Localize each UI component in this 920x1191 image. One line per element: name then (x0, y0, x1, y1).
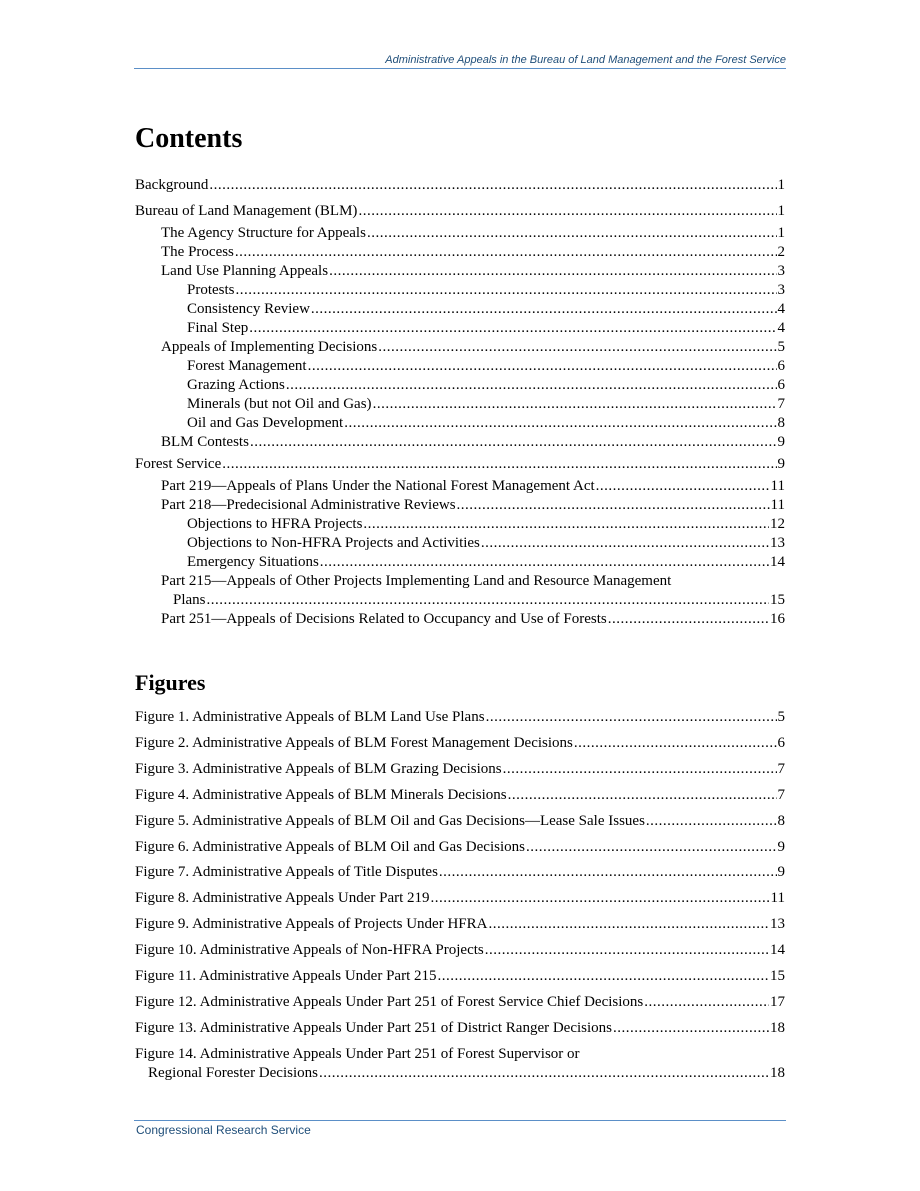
toc-entry-grazing-actions[interactable]: Grazing Actions ..... 6 (187, 377, 785, 396)
footer-divider (134, 1120, 786, 1121)
toc-entry-part-219[interactable]: Part 219—Appeals of Plans Under the National Forest Management Act ..... 11 (161, 478, 785, 497)
toc-entry-land-use-planning[interactable]: Land Use Planning Appeals ..... 3 (161, 263, 785, 282)
figure-entry-10[interactable]: Figure 10. Administrative Appeals of Non-HFRA Projects ..... 14 (135, 942, 785, 961)
figures-list (135, 709, 785, 1089)
toc-entry-process[interactable]: The Process ..... 2 (161, 244, 785, 263)
figure-entry-1[interactable]: Figure 1. Administrative Appeals of BLM Land Use Plans ..... 5 (135, 709, 785, 728)
contents-heading: Contents (135, 123, 243, 154)
toc-entry-blm-contests[interactable]: BLM Contests ..... 9 (161, 434, 785, 453)
figure-entry-6[interactable]: Figure 6. Administrative Appeals of BLM Oil and Gas Decisions ..... 9 (135, 839, 785, 858)
footer-publisher: Congressional Research Service (136, 1123, 311, 1137)
toc-entry-final-step[interactable]: Final Step ..... 4 (187, 320, 785, 339)
figure-entry-9[interactable]: Figure 9. Administrative Appeals of Projects Under HFRA ..... 13 (135, 916, 785, 935)
figure-entry-14[interactable]: Regional Forester Decisions ..... 18 (148, 1065, 785, 1084)
figure-entry-4[interactable]: Figure 4. Administrative Appeals of BLM Minerals Decisions ..... 7 (135, 787, 785, 806)
figure-entry-8[interactable]: Figure 8. Administrative Appeals Under Part 219 ..... 11 (135, 890, 785, 909)
toc-entry-minerals[interactable]: Minerals (but not Oil and Gas) ..... 7 (187, 396, 785, 415)
toc-entry-blm[interactable]: Bureau of Land Management (BLM) ..... 1 (135, 203, 785, 222)
toc-entry-part-218[interactable]: Part 218—Predecisional Administrative Reviews ..... 11 (161, 497, 785, 516)
toc-entry-part-215-line1[interactable]: Part 215—Appeals of Other Projects Implementing Land and Resource Management (161, 573, 672, 589)
figure-entry-12[interactable]: Figure 12. Administrative Appeals Under Part 251 of Forest Service Chief Decisions ..... 17 (135, 994, 785, 1013)
figure-entry-5[interactable]: Figure 5. Administrative Appeals of BLM Oil and Gas Decisions—Lease Sale Issues ..... 8 (135, 813, 785, 832)
header-divider (134, 68, 786, 69)
toc-entry-forest-service[interactable]: Forest Service ..... 9 (135, 456, 785, 475)
toc-entry-part-251[interactable]: Part 251—Appeals of Decisions Related to Occupancy and Use of Forests ..... 16 (161, 611, 785, 630)
figure-entry-2[interactable]: Figure 2. Administrative Appeals of BLM Forest Management Decisions ..... 6 (135, 735, 785, 754)
figures-heading: Figures (135, 670, 206, 695)
toc-entry-oil-gas[interactable]: Oil and Gas Development ..... 8 (187, 415, 785, 434)
figure-entry-14-line1[interactable]: Figure 14. Administrative Appeals Under Part 251 of Forest Supervisor or (135, 1046, 580, 1062)
figure-entry-3[interactable]: Figure 3. Administrative Appeals of BLM Grazing Decisions ..... 7 (135, 761, 785, 780)
figure-entry-13[interactable]: Figure 13. Administrative Appeals Under Part 251 of District Ranger Decisions ..... 18 (135, 1020, 785, 1039)
contents-list (135, 177, 785, 637)
toc-entry-hfra-objections[interactable]: Objections to HFRA Projects ..... 12 (187, 516, 785, 535)
running-header: Administrative Appeals in the Bureau of Land Management and the Forest Service (385, 54, 786, 66)
toc-entry-forest-management[interactable]: Forest Management ..... 6 (187, 358, 785, 377)
toc-entry-part-215[interactable]: Plans ..... 15 (173, 592, 785, 611)
toc-entry-consistency-review[interactable]: Consistency Review ..... 4 (187, 301, 785, 320)
toc-entry-protests[interactable]: Protests ..... 3 (187, 282, 785, 301)
figure-entry-11[interactable]: Figure 11. Administrative Appeals Under Part 215 ..... 15 (135, 968, 785, 987)
figure-entry-7[interactable]: Figure 7. Administrative Appeals of Title Disputes ..... 9 (135, 864, 785, 883)
toc-entry-implementing-decisions[interactable]: Appeals of Implementing Decisions ..... 5 (161, 339, 785, 358)
toc-entry-non-hfra-objections[interactable]: Objections to Non-HFRA Projects and Activities ..... 13 (187, 535, 785, 554)
toc-entry-emergency-situations[interactable]: Emergency Situations ..... 14 (187, 554, 785, 573)
toc-entry-background[interactable]: Background ..... 1 (135, 177, 785, 196)
toc-entry-agency-structure[interactable]: The Agency Structure for Appeals ..... 1 (161, 225, 785, 244)
